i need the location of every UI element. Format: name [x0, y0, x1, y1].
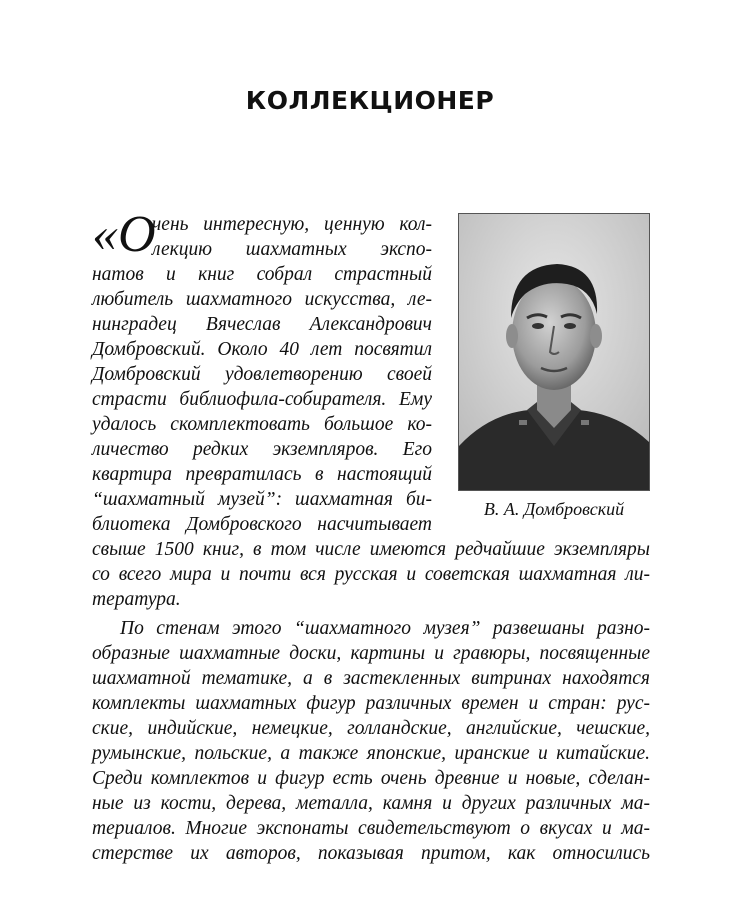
text-line: ские, индийские, немецкие, голландские, английские, чешские,: [92, 718, 650, 739]
text-line: стерстве их авторов, показывая притом, как относились: [92, 843, 650, 864]
text-line: териалов. Многие экспонаты свидетельствуют о вкусах и ма-: [92, 818, 650, 839]
text-line: свыше 1500 книг, в том числе имеются редчайшие экземпляры: [92, 539, 650, 560]
text-line: чень интересную, ценную кол-: [152, 214, 432, 235]
text-line: ные из кости, дерева, металла, камня и других различных ма-: [92, 793, 650, 814]
text-line: со всего мира и почти вся русская и советская шахматная ли-: [92, 564, 650, 585]
text-line: личество редких экземпляров. Его: [92, 439, 432, 460]
text-line: натов и книг собрал страстный: [92, 264, 432, 285]
text-line: Среди комплектов и фигур есть очень древние и новые, сделан-: [92, 768, 650, 789]
text-line: страсти библиофила-собирателя. Ему: [92, 389, 432, 410]
text-line: “шахматный музей”: шахматная би-: [92, 489, 432, 510]
text-line: удалось скомплектовать большое ко-: [92, 414, 432, 435]
text-line: любитель шахматного искусства, ле-: [92, 289, 432, 310]
text-line: квартира превратилась в настоящий: [92, 464, 432, 485]
portrait-photo: [458, 213, 650, 491]
page-title: КОЛЛЕКЦИОНЕР: [245, 86, 495, 115]
text-line: шахматной тематике, а в застекленных витринах находятся: [92, 668, 650, 689]
text-line: образные шахматные доски, картины и гравюры, посвященные: [92, 643, 650, 664]
portrait-illustration: [459, 214, 649, 490]
text-line: Домбровский. Около 40 лет посвятил: [92, 339, 432, 360]
text-line: По стенам этого “шахматного музея” развешаны разно-: [120, 618, 650, 639]
text-line: тература.: [92, 589, 181, 610]
text-line: Домбровский удовлетворению своей: [92, 364, 432, 385]
dropcap: «О: [92, 206, 156, 263]
text-line: блиотека Домбровского насчитывает: [92, 514, 432, 535]
text-line: комплекты шахматных фигур различных времен и стран: рус-: [92, 693, 650, 714]
text-line: нинградец Вячеслав Александрович: [92, 314, 432, 335]
text-line: лекцию шахматных экспо-: [152, 239, 432, 260]
photo-caption: В. А. Домбровский: [483, 499, 625, 519]
text-line: румынские, польские, а также японские, иранские и китайские.: [92, 743, 650, 764]
